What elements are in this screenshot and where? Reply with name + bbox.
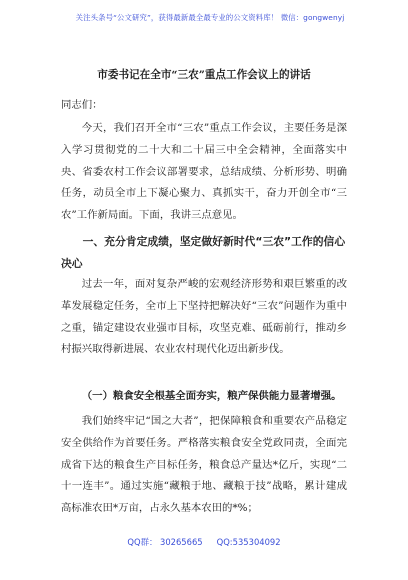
subsection-heading-1: （一）粮食安全根基全面夯实，粮产保供能力显著增强。 [81, 390, 342, 402]
document-title: 市委书记在全市“三农”重点工作会议上的讲话 [97, 69, 311, 81]
footer-qq-number: QQ:535304092 [216, 537, 281, 547]
salutation: 同志们： [61, 99, 103, 111]
paragraph-intro: 今天，我们召开全市“三农”重点工作会议，主要任务是深入学习贯彻党的二十大和二十届三中全会精神，全面落实中央、省委农村工作会议部署要求，总结成绩、分析形势、明确任务，动员全市上下凝心聚力、真抓实干，奋力开创全市“三农”工作新局面。下面，我讲三点意见。 [61, 122, 347, 222]
paragraph-grain-security: 我们始终牢记“国之大者”，把保障粮食和重要农产品稳定安全供给作为首要任务。严格落实粮食安全党政同责，全面完成省下达的粮食生产目标任务，粮食总产量达*亿斤，实现“二十一连丰”。通过实施“藏粮于地、藏粮于技”战略，累计建成高标准农田*万亩，占永久基本农田的*%； [61, 415, 347, 515]
footer-qq-group: QQ群： 30265665 [127, 537, 203, 547]
header-notice: 关注头条号“公文研究”，获得最新最全最专业的公文资料库！ 微信：gongwenyj [75, 13, 345, 22]
section-heading-1: 一、充分肯定成绩，坚定做好新时代“三农”工作的信心决心 [61, 235, 346, 270]
paragraph-achievements: 过去一年，面对复杂严峻的宏观经济形势和艰巨繁重的改革发展稳定任务，全市上下坚持把解决好“三农”问题作为重中之重，锚定建设农业强市目标，攻坚克难、砥砺前行，推动乡村振兴取得新进展、农业农村现代化迈出新步伐。 [61, 278, 347, 356]
footer-contact [0, 536, 408, 548]
